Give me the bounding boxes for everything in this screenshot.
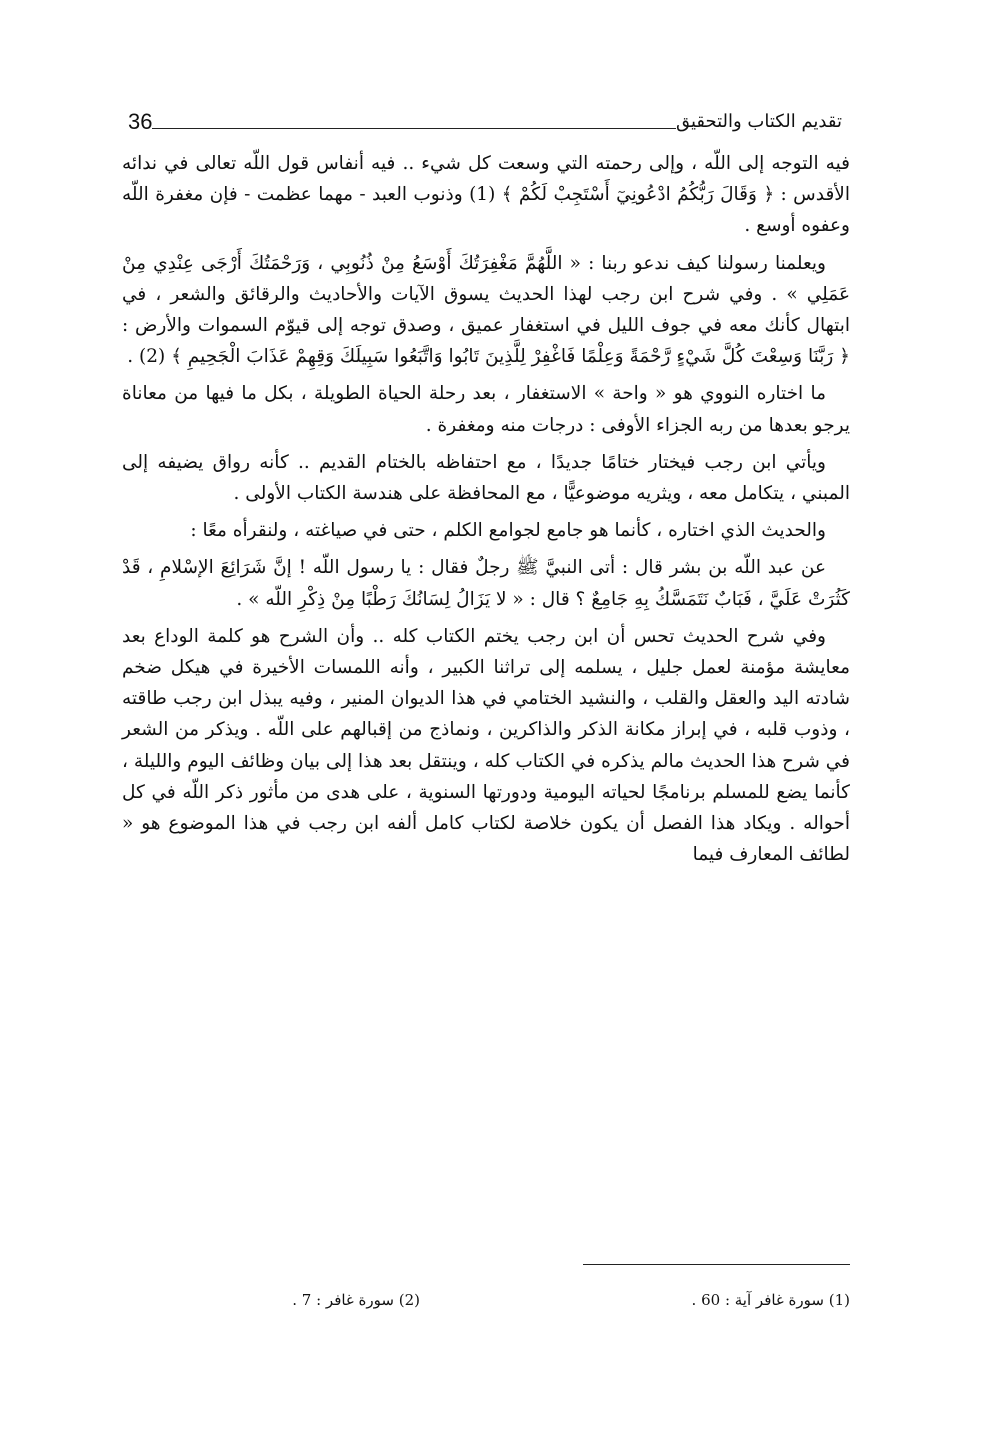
paragraph: وفي شرح الحديث تحس أن ابن رجب يختم الكتاب كله .. وأن الشرح هو كلمة الوداع بعد معايشة مؤمنة لعمل جليل ، يسلمه إلى تراثنا الكبير ، وأنه اللمسات الأخيرة في هيكل ضخم شادته اليد والعقل والقلب ، والنشيد الختامي في هذا الديوان المنير ، وفيه يبذل ابن رجب طاقته ، وذوب قلبه ، في إبراز مكانة الذكر والذاكرين ، ونماذج من إقبالهم على اللّه . ويذكر من الشعر في شرح هذا الحديث مالم يذكره في الكتاب كله ، وينتقل بعد هذا إلى بيان وظائف اليوم والليلة ، كأنما يضع للمسلم برنامجًا لحياته اليومية ودورتها السنوية ، على هدى من مأثور ذكر اللّه في كل أحواله . ويكاد هذا الفصل أن يكون خلاصة لكتاب كامل ألفه ابن رجب في هذا الموضوع هو « لطائف المعارف فيما xyxy=(122,625,850,866)
paragraph: والحديث الذي اختاره ، كأنما هو جامع لجوامع الكلم ، حتى في صياغته ، ولنقرأه معًا : xyxy=(190,520,826,542)
running-title: تقديم الكتاب والتحقيق xyxy=(675,111,842,132)
footnote-rule xyxy=(583,1264,850,1265)
hadith-quote: عن عبد اللّه بن بشر قال : أتى النبيَّ ﷺ رجلٌ فقال : يا رسول اللّه ! إنَّ شَرَائِعَ الإسْلامِ ، قَدْ كَثُرَتْ عَلَيَّ ، فَبَابٌ نَتَمَسَّكُ بِهِ جَامِعٌ ؟ قال : « لا يَزَالُ لِسَانُكَ رَطْبًا مِنْ ذِكْرِ اللّه » . xyxy=(122,557,850,610)
page-number: 36 xyxy=(128,109,153,134)
paragraph: ويأتي ابن رجب فيختار ختامًا جديدًا ، مع احتفاظه بالختام القديم .. كأنه رواق يضيفه إلى المبني ، يتكامل معه ، ويثريه موضوعيًّا ، مع المحافظة على هندسة الكتاب الأولى . xyxy=(122,451,850,505)
page-header xyxy=(118,95,852,135)
paragraph: فيه التوجه إلى اللّه ، وإلى رحمته التي وسعت كل شيء .. فيه أنفاس قول اللّه تعالى في ندائه الأقدس : ﴿ وَقَالَ رَبُّكُمُ ادْعُونِيٓ أَسْتَجِبْ لَكُمْ ﴾ (1) وذنوب العبد - مهما عظمت - فإن مغفرة اللّه وعفوه أوسع . xyxy=(122,153,850,237)
footnote-1: (1) سورة غافر آية : 60 . xyxy=(691,1291,850,1309)
footnote-2: (2) سورة غافر : 7 . xyxy=(292,1291,420,1309)
paragraph: ويعلمنا رسولنا كيف ندعو ربنا : « اللَّهُمَّ مَغْفِرَتُكَ أَوْسَعُ مِنْ ذُنُوبِي ، وَرَحْمَتُكَ أَرْجَى عِنْدِي مِنْ عَمَلِي » . وفي شرح ابن رجب لهذا الحديث يسوق الآيات والأحاديث والرقائق والشعر ، في ابتهال كأنك معه في جوف الليل في استغفار عميق ، وصدق توجه إلى قيوّم السموات والأرض : ﴿ رَبَّنَا وَسِعْتَ كُلَّ شَيْءٍ رَّحْمَةً وَعِلْمًا فَاغْفِرْ لِلَّذِينَ تَابُوا وَاتَّبَعُوا سَبِيلَكَ وَقِهِمْ عَذَابَ الْجَحِيمِ ﴾ (2) . xyxy=(122,252,850,368)
header-rule xyxy=(152,128,675,129)
footnotes xyxy=(122,1288,850,1316)
paragraph: ما اختاره النووي هو « واحة » الاستغفار ، بعد رحلة الحياة الطويلة ، بكل ما فيها من معاناة يرجو بعدها من ربه الجزاء الأوفى : درجات منه ومغفرة . xyxy=(122,383,850,436)
body-text xyxy=(122,148,850,876)
